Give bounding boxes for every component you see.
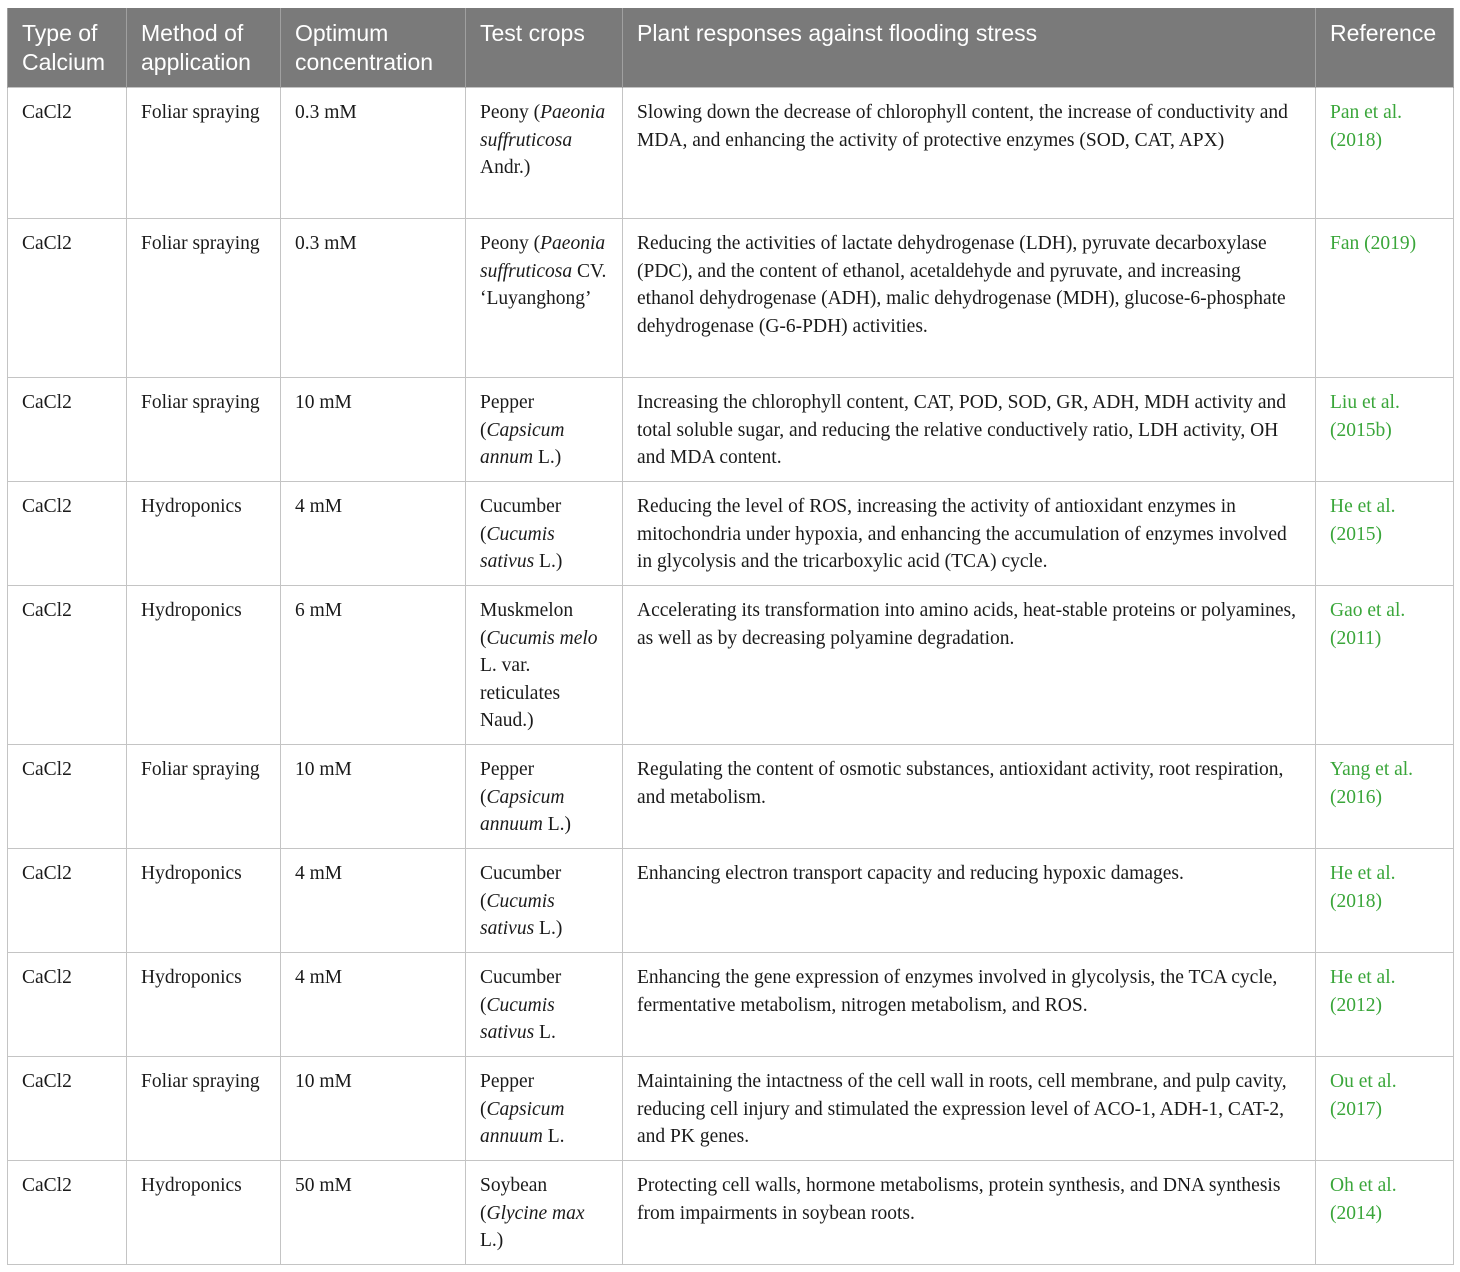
crop-common-name: Peony (480, 102, 529, 123)
cell-method: Foliar spraying (127, 1057, 281, 1161)
cell-test-crop: Pepper (Capsicum annuum L. (466, 1057, 623, 1161)
crop-common-name: Cucumber (480, 967, 562, 988)
crop-species-name: Cucumis melo (486, 627, 598, 649)
crop-species-name: Capsicum annuum (480, 1098, 565, 1147)
crop-common-name: Muskmelon (480, 600, 574, 621)
cell-response: Increasing the chlorophyll content, CAT, POD, SOD, GR, ADH, MDH activity and total soluble sugar, and reducing the relative conductively ratio, LDH activity, OH and MDA content. (623, 378, 1316, 482)
table-row (8, 219, 1454, 378)
cell-response: Regulating the content of osmotic substances, antioxidant activity, root respiration, and metabolism. (623, 745, 1316, 849)
crop-common-name: Cucumber (480, 863, 562, 884)
reference-link[interactable]: He et al. (2015) (1316, 482, 1454, 586)
cell-method: Foliar spraying (127, 88, 281, 219)
cell-response: Reducing the level of ROS, increasing the activity of antioxidant enzymes in mitochondria under hypoxia, and enhancing the accumulation of enzymes involved in glycolysis and the tricarboxylic acid (TCA) cycle. (623, 482, 1316, 586)
cell-response: Slowing down the decrease of chlorophyll content, the increase of conductivity and MDA, and enhancing the activity of protective enzymes (SOD, CAT, APX) (623, 88, 1316, 219)
header-reference: Reference (1316, 8, 1454, 88)
reference-link[interactable]: Fan (2019) (1316, 219, 1454, 378)
cell-method: Hydroponics (127, 953, 281, 1057)
table-row (8, 586, 1454, 745)
crop-common-name: Cucumber (480, 496, 562, 517)
crop-suffix: L. (539, 1022, 556, 1043)
cell-method: Hydroponics (127, 1161, 281, 1265)
cell-type: CaCl2 (8, 88, 127, 219)
cell-test-crop: Cucumber (Cucumis sativus L.) (466, 482, 623, 586)
cell-response: Enhancing the gene expression of enzymes involved in glycolysis, the TCA cycle, fermentative metabolism, nitrogen metabolism, and ROS. (623, 953, 1316, 1057)
cell-concentration: 4 mM (281, 953, 466, 1057)
cell-type: CaCl2 (8, 745, 127, 849)
cell-response: Protecting cell walls, hormone metabolisms, protein synthesis, and DNA synthesis from impairments in soybean roots. (623, 1161, 1316, 1265)
cell-concentration: 0.3 mM (281, 88, 466, 219)
cell-concentration: 0.3 mM (281, 219, 466, 378)
cell-response: Accelerating its transformation into amino acids, heat-stable proteins or polyamines, as well as by decreasing polyamine degradation. (623, 586, 1316, 745)
cell-type: CaCl2 (8, 482, 127, 586)
header-optimum-concentration: Optimum concentration (281, 8, 466, 88)
crop-species-name: Cucumis sativus (480, 890, 555, 939)
crop-suffix: L.) (537, 447, 562, 468)
crop-suffix: L.) (539, 918, 563, 939)
table-row (8, 482, 1454, 586)
header-method-of-application: Method of application (127, 8, 281, 88)
calcium-flooding-table (7, 8, 1454, 1265)
cell-type: CaCl2 (8, 378, 127, 482)
crop-common-name: Pepper (480, 759, 535, 780)
crop-species-name: Capsicum annum (480, 419, 565, 468)
crop-suffix: L. var. reticulates Naud.) (480, 655, 561, 731)
cell-type: CaCl2 (8, 1057, 127, 1161)
cell-test-crop: Muskmelon (Cucumis melo L. var. reticulates Naud.) (466, 586, 623, 745)
crop-suffix: CV. ‘Luyanghong’ (480, 260, 607, 309)
reference-link[interactable]: He et al. (2018) (1316, 849, 1454, 953)
table-row (8, 88, 1454, 219)
cell-type: CaCl2 (8, 953, 127, 1057)
cell-concentration: 10 mM (281, 378, 466, 482)
crop-common-name: Pepper (480, 1071, 535, 1092)
header-plant-responses: Plant responses against flooding stress (623, 8, 1316, 88)
crop-common-name: Pepper (480, 392, 535, 413)
reference-link[interactable]: Gao et al. (2011) (1316, 586, 1454, 745)
crop-species-name: Paeonia suffruticosa (480, 102, 606, 151)
cell-response: Reducing the activities of lactate dehydrogenase (LDH), pyruvate decarboxylase (PDC), and the content of ethanol, acetaldehyde and pyruvate, and increasing ethanol dehydrogenase (ADH), malic dehydrogenase (MDH), glucose-6-phosphate dehydrogenase (G-6-PDH) activities. (623, 219, 1316, 378)
cell-type: CaCl2 (8, 1161, 127, 1265)
cell-method: Hydroponics (127, 482, 281, 586)
table-row (8, 1057, 1454, 1161)
crop-common-name: Soybean (480, 1175, 548, 1196)
crop-suffix: L.) (547, 814, 571, 835)
table-row (8, 849, 1454, 953)
cell-concentration: 4 mM (281, 482, 466, 586)
cell-response: Enhancing electron transport capacity and reducing hypoxic damages. (623, 849, 1316, 953)
cell-test-crop: Peony (Paeonia suffruticosa Andr.) (466, 88, 623, 219)
crop-suffix: L.) (539, 551, 563, 572)
cell-concentration: 4 mM (281, 849, 466, 953)
reference-link[interactable]: Pan et al. (2018) (1316, 88, 1454, 219)
crop-species-name: Glycine max (486, 1202, 585, 1224)
cell-test-crop: Soybean (Glycine max L.) (466, 1161, 623, 1265)
cell-test-crop: Peony (Paeonia suffruticosa CV. ‘Luyanghong’ (466, 219, 623, 378)
crop-suffix: L. (547, 1126, 565, 1147)
cell-type: CaCl2 (8, 586, 127, 745)
cell-concentration: 50 mM (281, 1161, 466, 1265)
cell-method: Foliar spraying (127, 745, 281, 849)
cell-test-crop: Cucumber (Cucumis sativus L. (466, 953, 623, 1057)
crop-species-name: Capsicum annuum (480, 786, 565, 835)
reference-link[interactable]: Oh et al. (2014) (1316, 1161, 1454, 1265)
reference-link[interactable]: Yang et al. (2016) (1316, 745, 1454, 849)
cell-test-crop: Pepper (Capsicum annum L.) (466, 378, 623, 482)
cell-response: Maintaining the intactness of the cell wall in roots, cell membrane, and pulp cavity, reducing cell injury and stimulated the expression level of ACO-1, ADH-1, CAT-2, and PK genes. (623, 1057, 1316, 1161)
cell-method: Foliar spraying (127, 219, 281, 378)
crop-species-name: Paeonia suffruticosa (480, 233, 606, 282)
cell-type: CaCl2 (8, 219, 127, 378)
crop-species-name: Cucumis sativus (480, 523, 555, 572)
crop-suffix: Andr.) (480, 157, 531, 178)
table-row (8, 745, 1454, 849)
cell-type: CaCl2 (8, 849, 127, 953)
header-type-of-calcium: Type of Calcium (8, 8, 127, 88)
table-header-row (8, 8, 1454, 88)
reference-link[interactable]: Liu et al. (2015b) (1316, 378, 1454, 482)
crop-common-name: Peony (480, 233, 529, 254)
table-row (8, 378, 1454, 482)
cell-method: Foliar spraying (127, 378, 281, 482)
table-row (8, 1161, 1454, 1265)
cell-concentration: 10 mM (281, 745, 466, 849)
reference-link[interactable]: He et al. (2012) (1316, 953, 1454, 1057)
table-row (8, 953, 1454, 1057)
cell-test-crop: Cucumber (Cucumis sativus L.) (466, 849, 623, 953)
crop-species-name: Cucumis sativus (480, 994, 555, 1043)
reference-link[interactable]: Ou et al. (2017) (1316, 1057, 1454, 1161)
cell-method: Hydroponics (127, 849, 281, 953)
crop-suffix: L.) (480, 1230, 504, 1251)
cell-method: Hydroponics (127, 586, 281, 745)
cell-concentration: 10 mM (281, 1057, 466, 1161)
header-test-crops: Test crops (466, 8, 623, 88)
cell-test-crop: Pepper (Capsicum annuum L.) (466, 745, 623, 849)
cell-concentration: 6 mM (281, 586, 466, 745)
